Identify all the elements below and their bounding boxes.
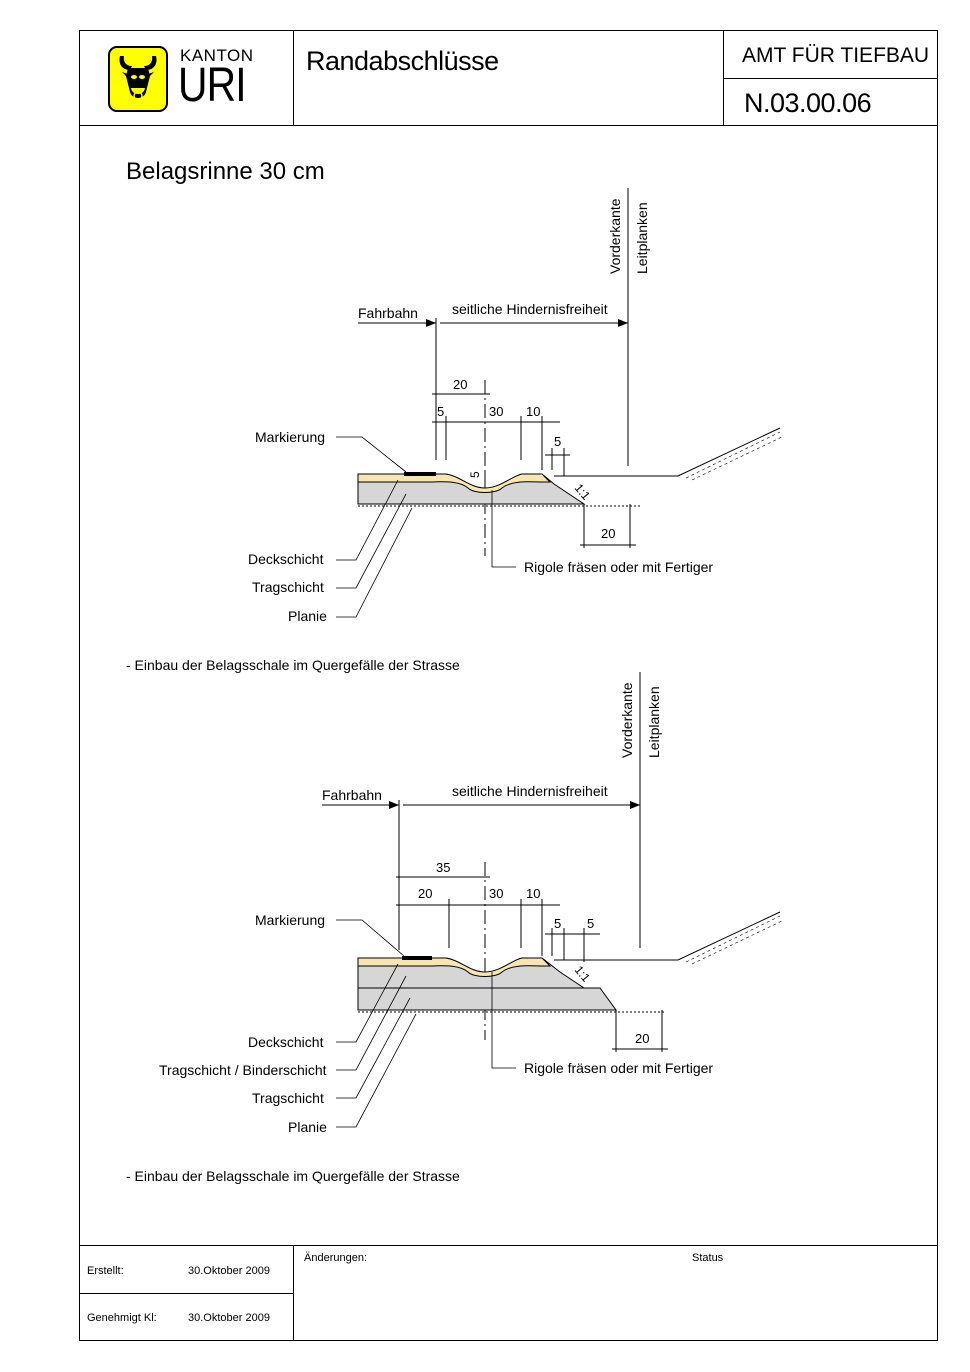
markierung-label: Markierung <box>255 429 326 445</box>
dim-20-text: 20 <box>418 886 433 901</box>
vorderkante-label: Vorderkante <box>607 198 623 274</box>
terrain-hatch <box>686 432 784 480</box>
markierung-mark <box>404 472 436 476</box>
dim-5-depth-text: 5 <box>468 471 482 478</box>
markierung-mark <box>402 956 432 960</box>
deckschicht-label: Deckschicht <box>248 1034 324 1050</box>
rigole-label: Rigole fräsen oder mit Fertiger <box>524 1060 714 1076</box>
leader-line <box>336 998 410 1098</box>
dim-5b-text: 5 <box>587 916 595 931</box>
tragschicht-label: Tragschicht <box>252 1090 324 1106</box>
dim-10-text: 10 <box>526 404 541 419</box>
document-number: N.03.00.06 <box>744 88 872 118</box>
leader-line <box>336 920 404 956</box>
planie-label: Planie <box>288 608 327 624</box>
dim-5b-text: 5 <box>554 434 562 449</box>
erstellt-label: Erstellt: <box>87 1265 124 1277</box>
section-drawing-1 <box>248 188 784 624</box>
markierung-label: Markierung <box>255 912 326 928</box>
logo-uri-text: URI <box>178 59 246 112</box>
slope-label: 1:1 <box>571 962 594 985</box>
erstellt-date: 30.Oktober 2009 <box>188 1265 270 1277</box>
tragschicht-label: Tragschicht <box>252 579 324 595</box>
planie-label: Planie <box>288 1119 327 1135</box>
leader-line <box>336 1014 416 1127</box>
hindernisfreiheit-label: seitliche Hindernisfreiheit <box>452 301 608 317</box>
dim-20base-text: 20 <box>601 526 616 541</box>
dim-20-text: 20 <box>453 377 468 392</box>
leader-line <box>336 437 406 472</box>
leader-line <box>336 508 412 617</box>
deckschicht-label: Deckschicht <box>248 551 324 567</box>
leitplanken-label: Leitplanken <box>634 202 650 274</box>
drawing-subtitle: Belagsrinne 30 cm <box>126 158 325 185</box>
installation-note-2: - Einbau der Belagsschale im Quergefälle der Strasse <box>126 1168 460 1184</box>
dim-5a-text: 5 <box>554 916 562 931</box>
fahrbahn-label: Fahrbahn <box>322 787 382 803</box>
binderschicht-label: Tragschicht / Binderschicht <box>159 1062 327 1078</box>
installation-note-1: - Einbau der Belagsschale im Quergefälle der Strasse <box>126 657 460 673</box>
section-drawing-2 <box>159 672 784 1135</box>
dim-30-text: 30 <box>489 886 504 901</box>
dim-20base-text: 20 <box>635 1031 650 1046</box>
slope-label: 1:1 <box>571 480 594 503</box>
genehmigt-label: Genehmigt Kl: <box>87 1312 157 1324</box>
vorderkante-label: Vorderkante <box>619 682 635 758</box>
logo-kanton-text: KANTON <box>180 46 254 65</box>
dim-30-text: 30 <box>489 404 504 419</box>
status-label: Status <box>692 1252 724 1264</box>
department-name: AMT FÜR TIEFBAU <box>742 44 930 67</box>
dim-5-text: 5 <box>437 404 445 419</box>
page-title: Randabschlüsse <box>306 46 499 76</box>
terrain-line <box>554 428 780 476</box>
terrain-hatch <box>686 916 784 964</box>
dim-10-text: 10 <box>526 886 541 901</box>
tragschicht-layer-lower <box>358 988 616 1010</box>
genehmigt-date: 30.Oktober 2009 <box>188 1312 270 1324</box>
rigole-label: Rigole fräsen oder mit Fertiger <box>524 559 714 575</box>
leader-line <box>336 494 406 588</box>
aenderungen-label: Änderungen: <box>304 1252 367 1264</box>
leitplanken-label: Leitplanken <box>646 686 662 758</box>
dim-35-text: 35 <box>436 860 451 875</box>
hindernisfreiheit-label: seitliche Hindernisfreiheit <box>452 783 608 799</box>
fahrbahn-label: Fahrbahn <box>358 305 418 321</box>
